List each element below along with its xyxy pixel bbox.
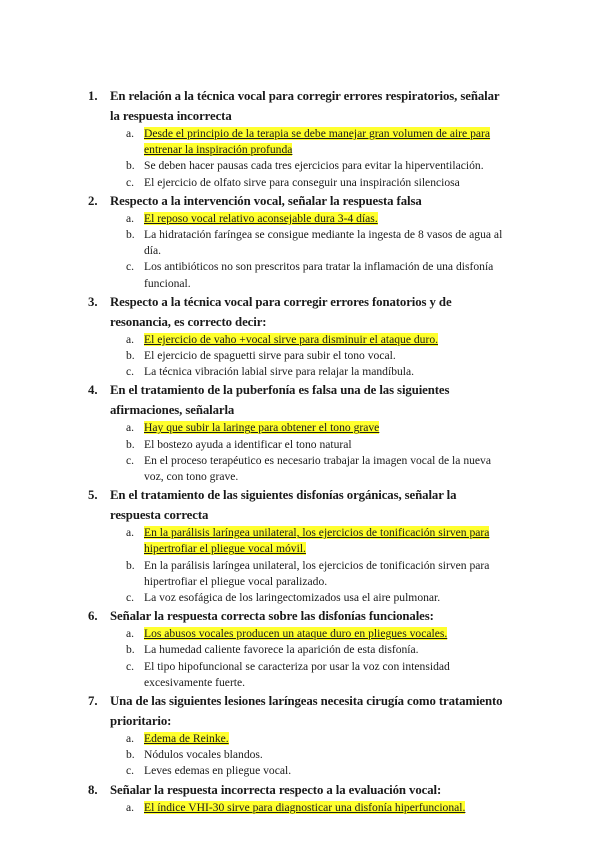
option-a <box>126 332 508 348</box>
option-b <box>126 642 508 658</box>
option-letter: c. <box>126 764 135 778</box>
option-a <box>126 731 508 747</box>
option-c <box>126 175 508 191</box>
option-letter: a. <box>126 526 135 540</box>
option-text: La voz esofágica de los laringectomizados usa el aire pulmonar. <box>144 591 441 605</box>
option-list <box>88 420 508 485</box>
option-letter: c. <box>126 260 135 274</box>
question-list <box>88 86 508 816</box>
option-b <box>126 348 508 364</box>
highlighted-answer: Desde el principio de la terapia se debe manejar gran volumen de aire para entrenar la inspiración profunda <box>144 127 491 157</box>
option-list <box>88 731 508 780</box>
question-text: Señalar la respuesta correcta sobre las disfonías funcionales: <box>110 609 434 624</box>
highlighted-answer: El índice VHI-30 sirve para diagnosticar una disfonía hiperfuncional. <box>144 800 466 814</box>
question-number: 6. <box>88 609 98 624</box>
question-3 <box>88 292 508 381</box>
highlighted-answer: El reposo vocal relativo aconsejable dura 3-4 días. <box>144 211 378 225</box>
option-letter: b. <box>126 558 135 572</box>
question-number: 5. <box>88 488 98 503</box>
question-text: Señalar la respuesta incorrecta respecto a la evaluación vocal: <box>110 782 442 797</box>
option-letter: b. <box>126 643 135 657</box>
option-letter: b. <box>126 159 135 173</box>
option-letter: a. <box>126 732 135 746</box>
option-letter: c. <box>126 175 135 189</box>
option-letter: b. <box>126 349 135 363</box>
option-letter: b. <box>126 437 135 451</box>
option-letter: a. <box>126 127 135 140</box>
option-b <box>126 558 508 590</box>
option-c <box>126 763 508 779</box>
option-text: El bostezo ayuda a identificar el tono natural <box>144 437 352 451</box>
highlighted-answer: En la parálisis laríngea unilateral, los ejercicios de tonificación sirven para hipertrofiar el pliegue vocal móvil. <box>144 526 490 556</box>
option-text: Nódulos vocales blandos. <box>144 748 263 762</box>
option-text: En la parálisis laríngea unilateral, los ejercicios de tonificación sirven para hipertrofiar el pliegue vocal paralizado. <box>144 558 490 588</box>
option-text: Los antibióticos no son prescritos para tratar la inflamación de una disfonía funcional. <box>144 260 494 290</box>
option-list <box>88 126 508 191</box>
question-5 <box>88 485 508 606</box>
question-text: Respecto a la intervención vocal, señalar la respuesta falsa <box>110 193 422 208</box>
option-c <box>126 590 508 606</box>
option-b <box>126 227 508 259</box>
question-number: 1. <box>88 89 98 103</box>
option-a <box>126 126 508 158</box>
question-text: Respecto a la técnica vocal para corregir errores fonatorios y de resonancia, es correcto decir: <box>110 294 452 329</box>
highlighted-answer: Los abusos vocales producen un ataque duro en pliegues vocales. <box>144 627 448 641</box>
highlighted-answer: El ejercicio de vaho +vocal sirve para disminuir el ataque duro. <box>144 332 439 346</box>
question-1 <box>88 86 508 191</box>
option-letter: c. <box>126 591 135 605</box>
option-text: En el proceso terapéutico es necesario trabajar la imagen vocal de la nueva voz, con tono grave. <box>144 453 491 484</box>
option-letter: b. <box>126 748 135 762</box>
option-letter: a. <box>126 332 135 346</box>
option-text: La humedad caliente favorece la aparición de esta disfonía. <box>144 643 419 657</box>
option-letter: c. <box>126 365 135 379</box>
option-letter: a. <box>126 627 135 641</box>
question-text: En el tratamiento de las siguientes disfonías orgánicas, señalar la respuesta correcta <box>110 488 457 523</box>
question-number: 3. <box>88 294 98 309</box>
option-letter: a. <box>126 421 135 435</box>
option-b <box>126 158 508 174</box>
option-b <box>126 747 508 763</box>
option-c <box>126 259 508 291</box>
question-text: En relación a la técnica vocal para corregir errores respiratorios, señalar la respuesta incorrecta <box>110 89 500 123</box>
question-number: 2. <box>88 193 98 208</box>
option-a <box>126 525 508 557</box>
option-letter: c. <box>126 453 135 467</box>
option-c <box>126 364 508 380</box>
question-text: En el tratamiento de la puberfonía es falsa una de las siguientes afirmaciones, señalarla <box>110 383 450 418</box>
option-list <box>88 626 508 691</box>
option-list <box>88 800 508 816</box>
option-list <box>88 332 508 381</box>
option-a <box>126 800 508 816</box>
question-4 <box>88 380 508 485</box>
option-text: El tipo hipofuncional se caracteriza por usar la voz con intensidad excesivamente fuerte. <box>144 659 450 689</box>
option-text: Leves edemas en pliegue vocal. <box>144 764 292 778</box>
question-7 <box>88 691 508 780</box>
option-list <box>88 525 508 606</box>
option-text: El ejercicio de spaguetti sirve para subir el tono vocal. <box>144 349 396 363</box>
question-number: 8. <box>88 782 98 797</box>
option-text: Se deben hacer pausas cada tres ejercicios para evitar la hiperventilación. <box>144 159 484 173</box>
option-text: El ejercicio de olfato sirve para conseguir una inspiración silenciosa <box>144 175 460 189</box>
question-number: 7. <box>88 694 98 709</box>
option-a <box>126 626 508 642</box>
option-letter: a. <box>126 800 135 814</box>
option-a <box>126 420 508 436</box>
option-list <box>88 211 508 292</box>
question-2 <box>88 191 508 292</box>
highlighted-answer: Hay que subir la laringe para obtener el tono grave <box>144 421 380 435</box>
option-c <box>126 659 508 691</box>
option-c <box>126 453 508 485</box>
option-text: La hidratación faríngea se consigue mediante la ingesta de 8 vasos de agua al día. <box>144 228 503 258</box>
question-8 <box>88 780 508 816</box>
question-6 <box>88 606 508 691</box>
option-letter: c. <box>126 659 135 673</box>
highlighted-answer: Edema de Reinke. <box>144 732 229 746</box>
option-a <box>126 211 508 227</box>
option-letter: b. <box>126 228 135 242</box>
option-letter: a. <box>126 211 135 225</box>
option-b <box>126 437 508 453</box>
question-number: 4. <box>88 383 98 398</box>
question-text: Una de las siguientes lesiones laríngeas necesita cirugía como tratamiento prioritario: <box>110 694 503 729</box>
option-text: La técnica vibración labial sirve para relajar la mandíbula. <box>144 365 415 379</box>
